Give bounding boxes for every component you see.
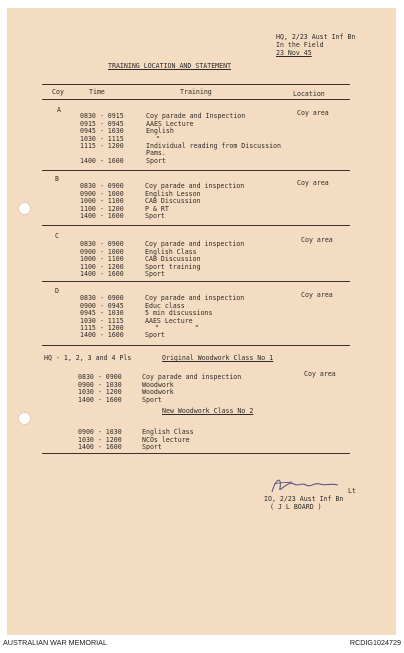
signature-name: ( J L BOARD ) <box>270 503 322 511</box>
time-cell: 0900 - 1000 <box>80 247 124 256</box>
time-cell: 1400 - 1600 <box>80 156 124 165</box>
time-cell: 0830 - 0900 <box>78 373 122 382</box>
section-rule <box>42 281 350 282</box>
training-cell: Woodwork <box>142 388 174 397</box>
handwritten-signature <box>268 474 348 496</box>
training-cell: AAES Lecture <box>145 316 193 325</box>
time-cell: 1000 - 1100 <box>80 197 124 206</box>
training-cell: English Class <box>145 247 197 256</box>
time-cell: 0900 - 1000 <box>80 189 124 198</box>
training-cell: NCOs lecture <box>142 435 190 444</box>
punch-hole <box>18 412 31 425</box>
coy-trainings <box>145 288 244 347</box>
class1-location: Coy area <box>304 370 336 378</box>
training-cell: English Class <box>142 428 194 437</box>
coy-location: Coy area <box>297 179 329 187</box>
training-cell: " <box>156 134 160 143</box>
time-cell: 1115 - 1200 <box>80 324 124 333</box>
training-cell: Pams. <box>146 149 166 158</box>
class1-title: Original Woodwork Class No 1 <box>162 354 274 362</box>
hq-label: HQ - 1, 2, 3 and 4 Pls <box>44 354 132 362</box>
training-cell: P & RT <box>145 204 169 213</box>
time-cell: 1030 - 1200 <box>78 435 122 444</box>
time-cell: 1400 - 1600 <box>80 212 124 221</box>
class1-times <box>78 367 122 411</box>
time-cell: 1030 - 1200 <box>78 388 122 397</box>
time-cell: 1100 - 1200 <box>80 262 124 271</box>
coy-location: Coy area <box>301 236 333 244</box>
training-cell: Sport <box>142 395 162 404</box>
training-cell: Sport <box>145 270 165 279</box>
time-cell: 1115 - 1200 <box>80 142 124 151</box>
signature-unit: IO, 2/23 Aust Inf Bn <box>264 495 344 503</box>
coy-label: A <box>57 106 61 114</box>
section-rule <box>42 453 350 454</box>
col-location: Location <box>293 90 325 98</box>
time-cell: 0915 - 0945 <box>80 119 124 128</box>
coy-times <box>80 288 124 347</box>
training-cell: Educ class <box>145 301 185 310</box>
class2-title: New Woodwork Class No 2 <box>162 407 254 415</box>
training-cell: Sport <box>145 331 165 340</box>
col-training: Training <box>180 88 212 96</box>
training-cell: Coy parade and inspection <box>142 373 242 382</box>
time-cell: 1400 - 1600 <box>78 395 122 404</box>
time-cell: 1400 - 1600 <box>80 331 124 340</box>
time-cell: 0945 - 1030 <box>80 127 124 136</box>
training-cell: Sport <box>145 212 165 221</box>
time-cell: 1400 - 1600 <box>78 443 122 452</box>
time-cell: 0900 - 1030 <box>78 428 122 437</box>
training-cell: Sport <box>142 443 162 452</box>
time-cell: 1000 - 1100 <box>80 255 124 264</box>
coy-trainings <box>145 234 244 286</box>
training-cell: Woodwork <box>142 380 174 389</box>
training-cell: Coy parade and inspection <box>145 182 245 191</box>
time-cell: 0830 - 0915 <box>80 112 124 121</box>
training-cell: " " <box>155 324 199 333</box>
time-cell: 0830 - 0900 <box>80 182 124 191</box>
section-rule <box>42 170 350 171</box>
training-cell: English Lesson <box>145 189 201 198</box>
footer-reference: RCDIG1024729 <box>349 638 401 647</box>
training-cell: Coy parade and inspection <box>145 240 245 249</box>
time-cell: 0945 - 1030 <box>80 309 124 318</box>
punch-hole <box>18 202 31 215</box>
time-cell: 0830 - 0900 <box>80 240 124 249</box>
coy-times <box>80 234 124 286</box>
section-rule <box>42 345 350 346</box>
training-cell: CAB Discussion <box>145 197 201 206</box>
training-cell: AAES Lecture <box>146 119 194 128</box>
time-cell: 1030 - 1115 <box>80 134 124 143</box>
header-field: In the Field <box>276 41 324 49</box>
section-rule <box>42 225 350 226</box>
time-cell: 1100 - 1200 <box>80 204 124 213</box>
time-cell: 1400 - 1600 <box>80 270 124 279</box>
time-cell: 0900 - 1030 <box>78 380 122 389</box>
signature-rank: Lt <box>348 487 356 495</box>
training-cell: Coy parade and Inspection <box>146 112 246 121</box>
coy-trainings <box>146 106 281 173</box>
training-cell: Coy parade and inspection <box>145 294 245 303</box>
training-cell: CAB Discussion <box>145 255 201 264</box>
header-hq: HQ, 2/23 Aust Inf Bn <box>276 33 356 41</box>
col-time: Time <box>89 88 105 96</box>
coy-label: B <box>55 175 59 183</box>
coy-location: Coy area <box>297 109 329 117</box>
coy-location: Coy area <box>301 291 333 299</box>
coy-trainings <box>145 176 244 228</box>
time-cell: 0900 - 0945 <box>80 301 124 310</box>
time-cell: 0830 - 0900 <box>80 294 124 303</box>
table-top-rule <box>42 84 350 85</box>
training-cell: Individual reading from Discussion <box>146 142 281 151</box>
training-cell: 5 min discussions <box>145 309 213 318</box>
header-date: 23 Nov 45 <box>276 49 312 57</box>
time-cell: 1030 - 1115 <box>80 316 124 325</box>
col-coy: Coy <box>52 88 64 96</box>
coy-times <box>80 106 124 173</box>
training-cell: Sport <box>146 156 166 165</box>
training-cell: Sport training <box>145 262 201 271</box>
header-rule <box>42 99 350 100</box>
class1-trainings <box>142 367 241 411</box>
coy-label: C <box>55 232 59 240</box>
coy-label: D <box>55 287 59 295</box>
footer-archive: AUSTRALIAN WAR MEMORIAL <box>3 638 107 647</box>
training-cell: English <box>146 127 174 136</box>
document-title: TRAINING LOCATION AND STATEMENT <box>108 62 232 70</box>
coy-times <box>80 176 124 228</box>
